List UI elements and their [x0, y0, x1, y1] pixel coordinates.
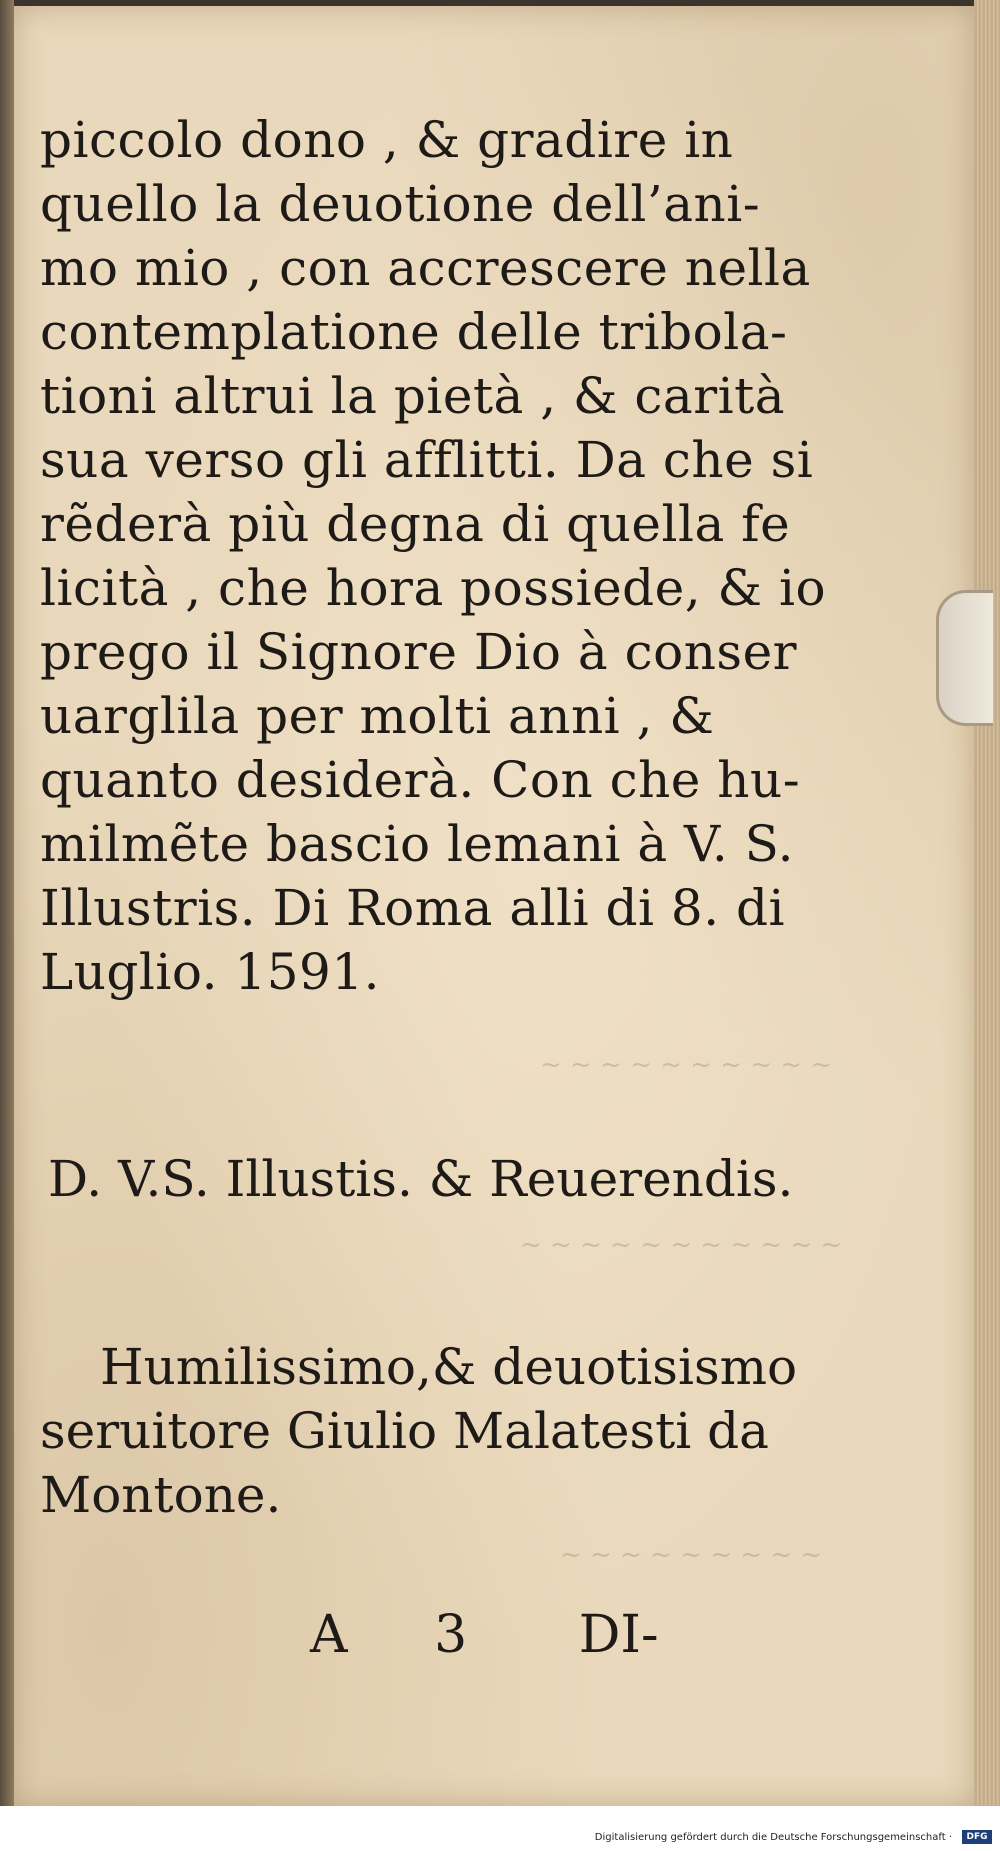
book-gutter — [0, 0, 14, 1851]
signature-line: seruitore Giulio Malatesti da — [40, 1402, 769, 1460]
show-through-ink: ~ ~ ~ ~ ~ ~ ~ ~ ~ ~ — [540, 1050, 833, 1080]
body-line: contemplatione delle tribola- — [40, 303, 788, 361]
body-line: rẽderà più degna di quella fe — [40, 495, 791, 553]
digitization-bar — [0, 1806, 1000, 1851]
page-edge-stack — [974, 0, 1000, 1851]
body-line: uarglila per molti anni , & — [40, 687, 715, 745]
page-clip — [936, 590, 993, 726]
body-line: licità , che hora possiede, & io — [40, 559, 827, 617]
body-line: prego il Signore Dio à conser — [40, 623, 798, 681]
body-line: mo mio , con accrescere nella — [40, 239, 811, 297]
body-line: quello la deuotione dell’ani- — [40, 175, 761, 233]
body-line: milmẽte bascio lemani à V. S. — [40, 815, 795, 873]
letter-body — [40, 108, 827, 1004]
dfg-logo: DFG — [962, 1830, 992, 1844]
body-line: piccolo dono , & gradire in — [40, 111, 734, 169]
body-line: quanto desiderà. Con che hu- — [40, 751, 801, 809]
show-through-ink: ~ ~ ~ ~ ~ ~ ~ ~ ~ — [560, 1540, 823, 1570]
salutation: D. V.S. Illustis. & Reuerendis. — [48, 1150, 794, 1208]
catchword: DI- — [578, 1605, 659, 1665]
page-number: 3 — [434, 1605, 468, 1665]
signature-block — [40, 1335, 797, 1527]
signature-line: Montone. — [40, 1466, 282, 1524]
digitization-note: Digitalisierung gefördert durch die Deutsche Forschungsgemeinschaft · — [594, 1832, 952, 1843]
body-line: Luglio. 1591. — [40, 943, 381, 1001]
signature-mark: A — [310, 1605, 348, 1665]
page-footer — [310, 1605, 659, 1665]
show-through-ink: ~ ~ ~ ~ ~ ~ ~ ~ ~ ~ ~ — [520, 1230, 843, 1260]
signature-line: Humilissimo,& deuotisismo — [100, 1338, 798, 1396]
body-line: tioni altrui la pietà , & carità — [40, 367, 786, 425]
body-line: Illustris. Di Roma alli di 8. di — [40, 879, 786, 937]
body-line: sua verso gli afflitti. Da che si — [40, 431, 814, 489]
